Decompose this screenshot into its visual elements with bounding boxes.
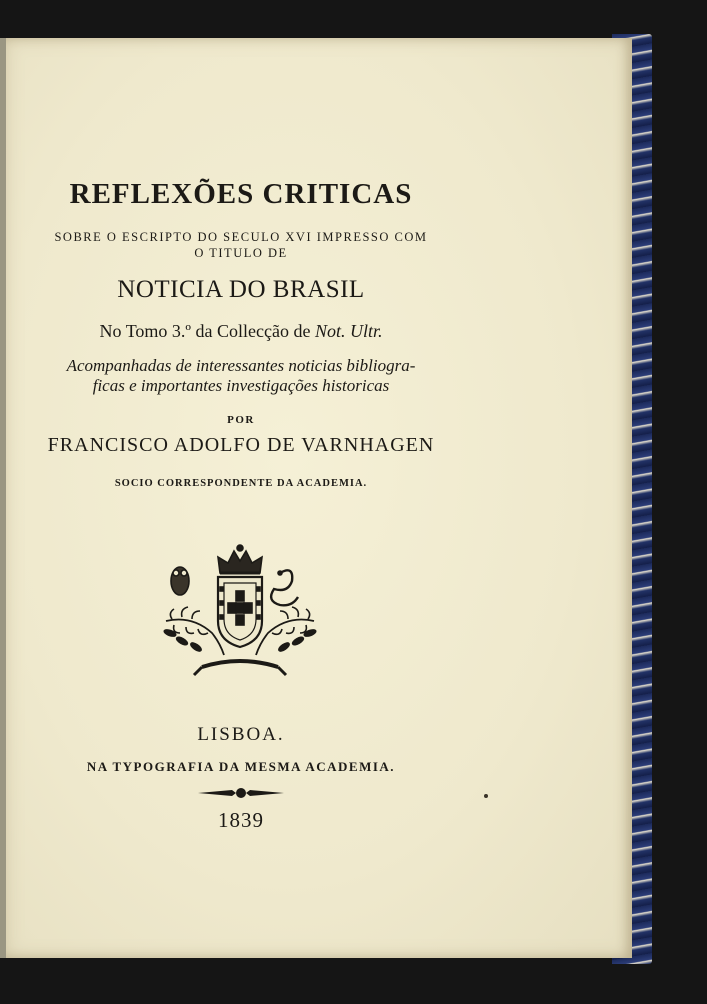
- title-page: [6, 38, 632, 958]
- subtitle-line-2: O TITULO DE: [194, 246, 288, 260]
- volume-reference: [6, 321, 476, 342]
- royal-coat-of-arms-icon: [162, 543, 318, 683]
- publication-year: 1839: [218, 808, 264, 832]
- imprint-place: LISBOA.: [197, 724, 285, 745]
- description-line-1: Acompanhadas de interessantes noticias bibliogra-: [66, 356, 416, 375]
- volume-abbrev: Not. Ultr.: [314, 321, 383, 341]
- ornament-divider-icon: [196, 786, 286, 800]
- volume-prefix: No Tomo 3.º da Collecção de: [99, 321, 315, 341]
- author-name: FRANCISCO ADOLFO DE VARNHAGEN: [47, 434, 435, 456]
- author-role: SOCIO CORRESPONDENTE DA ACADEMIA.: [114, 478, 368, 489]
- work-title: NOTICIA DO BRASIL: [117, 276, 365, 303]
- by-label: POR: [227, 414, 255, 426]
- book-title: REFLEXÕES CRITICAS: [69, 178, 413, 210]
- paper-speck: [484, 794, 488, 798]
- description-line-2: ficas e importantes investigações historicas: [92, 376, 390, 395]
- subtitle-line-1: SOBRE O ESCRIPTO DO SECULO XVI IMPRESSO COM: [54, 230, 428, 244]
- imprint-printer: NA TYPOGRAFIA DA MESMA ACADEMIA.: [86, 759, 396, 774]
